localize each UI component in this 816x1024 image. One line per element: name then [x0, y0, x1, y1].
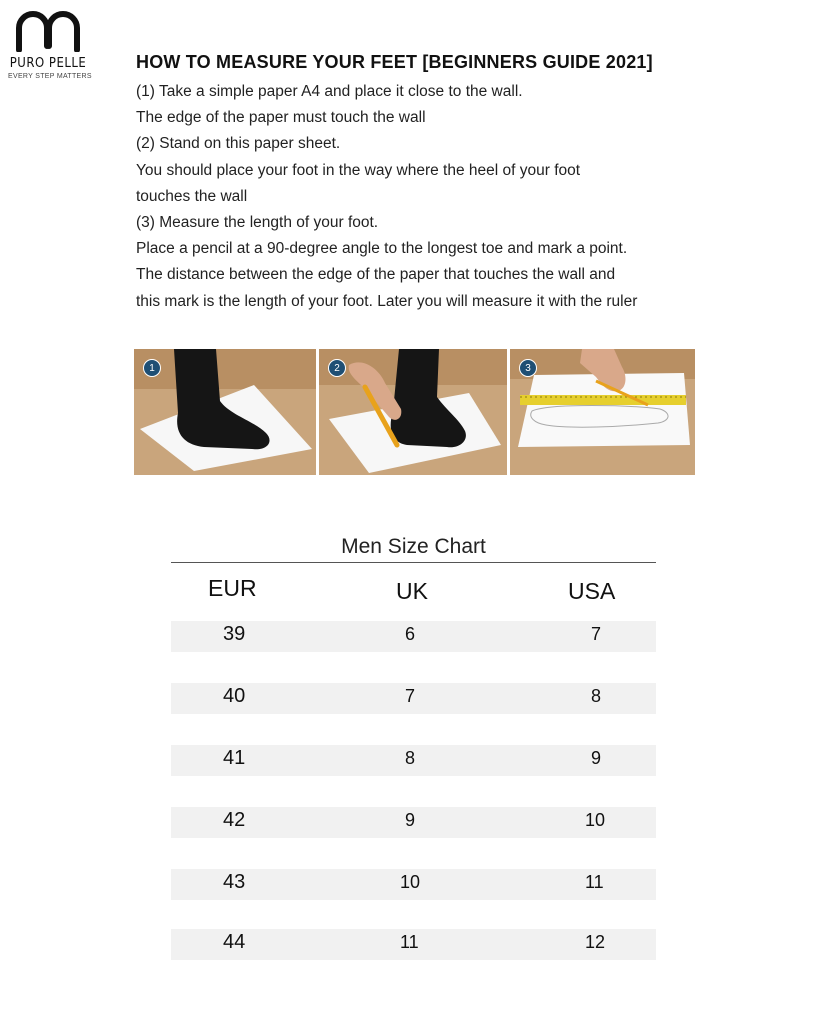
- column-header-eur: EUR: [208, 575, 257, 601]
- brand-logo: [8, 8, 92, 80]
- table-row: [171, 807, 656, 838]
- measure-guide: [136, 52, 736, 315]
- usa-size: 10: [585, 810, 606, 830]
- brand-tagline: EVERY STEP MATTERS: [8, 73, 92, 80]
- uk-size: 10: [400, 872, 421, 892]
- eur-size: 41: [223, 747, 246, 769]
- step-badge: 1: [143, 359, 161, 377]
- table-row: [171, 683, 656, 714]
- uk-size: 7: [405, 686, 416, 706]
- uk-size: 11: [400, 932, 419, 952]
- uk-size: 6: [405, 624, 416, 644]
- eur-size: 43: [223, 871, 246, 893]
- eur-size: 39: [223, 623, 246, 645]
- usa-size: 12: [585, 932, 606, 952]
- guide-line: You should place your foot in the way where the heel of your foot: [136, 161, 581, 179]
- guide-line: (1) Take a simple paper A4 and place it close to the wall.: [136, 83, 523, 100]
- step-photo-2: [319, 349, 507, 475]
- usa-size: 8: [591, 686, 602, 706]
- column-header-uk: UK: [396, 578, 428, 604]
- guide-title: HOW TO MEASURE YOUR FEET [BEGINNERS GUIDE 2021]: [136, 52, 653, 72]
- eur-size: 44: [223, 931, 246, 953]
- uk-size: 9: [405, 810, 416, 830]
- eur-size: 42: [223, 809, 246, 831]
- table-row: [171, 869, 656, 900]
- step-photos: [134, 349, 695, 475]
- step-badge: 2: [328, 359, 346, 377]
- guide-line: Place a pencil at a 90-degree angle to the longest toe and mark a point.: [136, 240, 628, 258]
- guide-line: touches the wall: [136, 187, 248, 205]
- guide-line: this mark is the length of your foot. Later you will measure it with the ruler: [136, 292, 638, 310]
- puro-pelle-logo-icon: [13, 8, 83, 52]
- table-row: [171, 745, 656, 776]
- guide-line: The edge of the paper must touch the wall: [136, 109, 426, 127]
- table-row: [171, 621, 656, 652]
- size-chart-header: [171, 563, 656, 618]
- column-header-usa: USA: [568, 578, 616, 604]
- eur-size: 40: [223, 685, 246, 707]
- men-size-chart: [171, 532, 656, 953]
- size-chart-title: Men Size Chart: [341, 535, 486, 558]
- usa-size: 7: [591, 624, 602, 644]
- guide-line: (3) Measure the length of your foot.: [136, 214, 379, 232]
- step-photo-3: [510, 349, 695, 475]
- uk-size: 8: [405, 748, 416, 768]
- usa-size: 9: [591, 748, 602, 768]
- step-badge: 3: [519, 359, 537, 377]
- usa-size: 11: [585, 872, 604, 892]
- guide-line: (2) Stand on this paper sheet.: [136, 135, 341, 153]
- step-photo-1: [134, 349, 316, 475]
- table-row: [171, 929, 656, 960]
- guide-line: The distance between the edge of the paper that touches the wall and: [136, 266, 616, 284]
- brand-name: PURO PELLE: [9, 56, 87, 71]
